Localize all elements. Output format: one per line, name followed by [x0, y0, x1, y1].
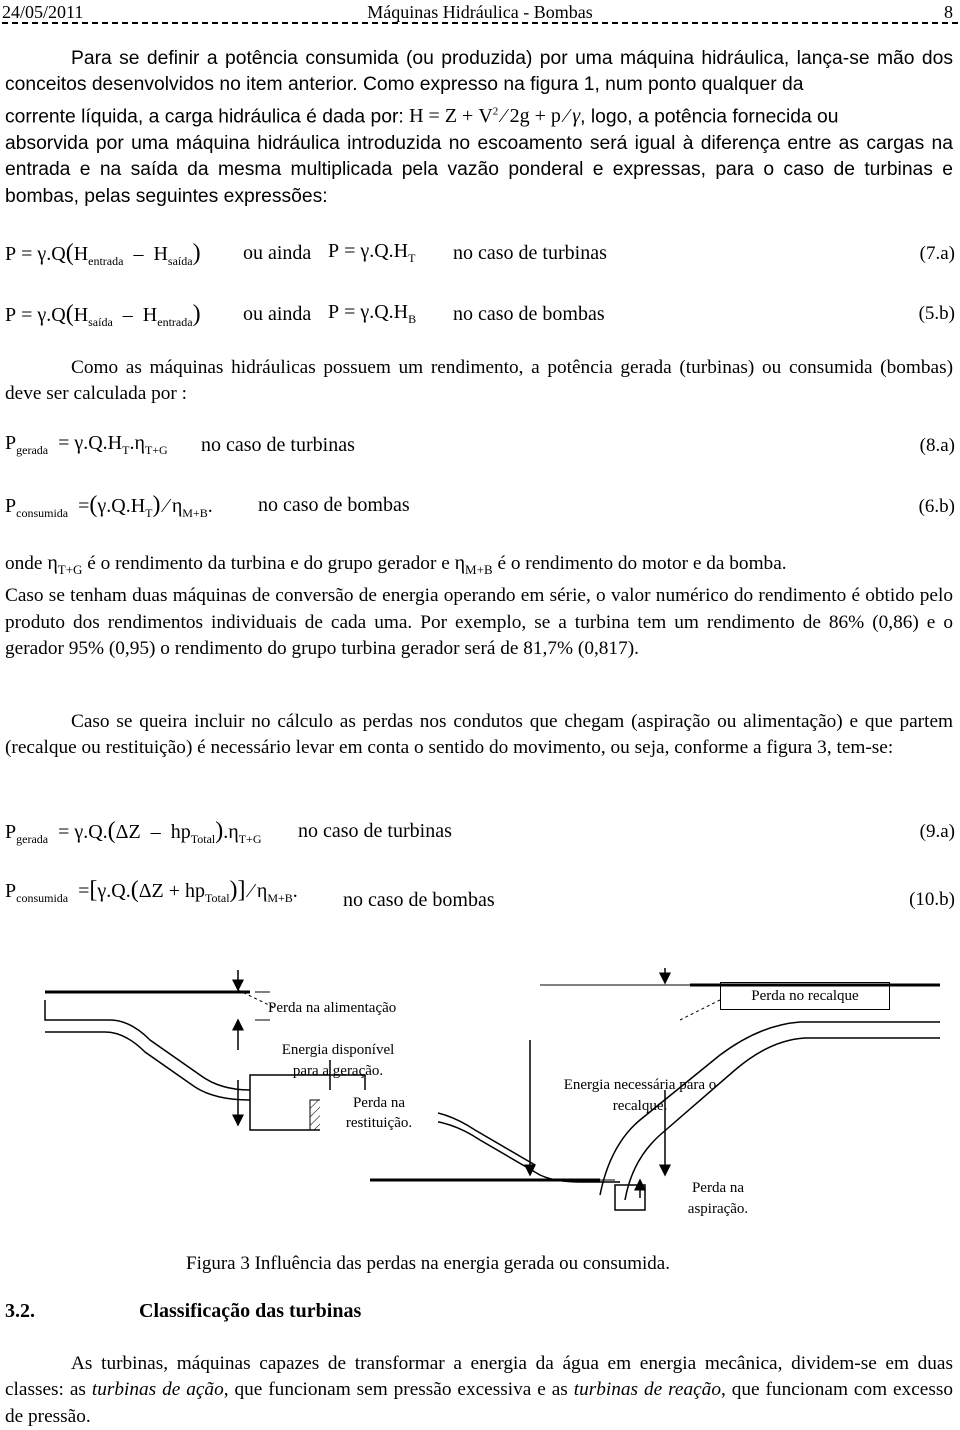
equation-5b: $P = \gamma.Q(H_{saída} - H_{entrada})$	[5, 301, 201, 329]
onde-paragraph	[5, 550, 953, 663]
equation-8a-note: no caso de turbinas	[201, 434, 355, 456]
equation-7a-alt: $P = \gamma.Q.H_T$	[328, 240, 416, 265]
equation-5b-alt: $P = \gamma.Q.H_B$	[328, 301, 417, 326]
perdas-paragraph	[5, 709, 953, 762]
equation-6b: $P_{consumida} =(\gamma.Q.H_T)$ ⁄ $\eta_{M+B}$.	[5, 492, 213, 520]
equation-7a-number: (7.a)	[919, 243, 955, 264]
equation-9a-number: (9.a)	[919, 821, 955, 842]
label-energia-disponivel: Energia disponível para a geração.	[281, 1042, 395, 1079]
upper-reservoir	[45, 1000, 250, 1100]
header-date: 24/05/2011	[2, 2, 84, 22]
onde-rest: Caso se tenham duas máquinas de conversão de energia operando em série, o valor numérico do rendimento é obtido pelo produto dos rendimentos individuais de cada uma. Por exemplo, se a turbina tem um rendimento de 86% (0,86) e o gerador 95% (0,95) o rendimento do grupo turbina gerador será de 81,7% (0,817).	[5, 585, 953, 660]
intro-line1: Para se definir a potência consumida (ou produzida) por uma máquina hidráulica, lança-se mão dos conceitos desenvolvidos no item anterior. Como expresso na figura 1, num ponto qualquer da	[5, 48, 953, 96]
head-formula: $H = Z + V^2$ ⁄ 2g + p ⁄ γ	[409, 105, 581, 128]
equation-10b: $P_{consumida} =[\gamma.Q.(\Delta Z + hp_{Total})]$ ⁄ $\eta_{M+B}$.	[5, 877, 298, 905]
intro-line2-before: corrente líquida, a carga hidráulica é dada por:	[5, 106, 404, 128]
label-perda-alimentacao: Perda na alimentação	[268, 1000, 397, 1016]
eta-mb-symbol: $\eta_{M+B}$	[454, 552, 493, 577]
final-paragraph	[5, 1351, 953, 1430]
equation-9a: $P_{gerada} = \gamma.Q.(\Delta Z - hp_{Total}).\eta_{T+G}$	[5, 818, 262, 846]
rendimento-paragraph	[5, 355, 953, 408]
equation-10b-note: no caso de bombas	[343, 889, 495, 911]
equation-5b-note: no caso de bombas	[453, 303, 605, 325]
equation-6b-note: no caso de bombas	[258, 494, 410, 516]
label-perda-aspiracao: Perda na aspiração.	[687, 1180, 749, 1217]
intro-rest: absorvida por uma máquina hidráulica introduzida no escoamento será igual à diferença entre as cargas na entrada e na saída da mesma multiplicada pela vazão ponderal e expressas, para o caso de turbinas e bombas, pelas seguintes expressões:	[5, 132, 953, 207]
equation-5b-number: (5.b)	[918, 303, 955, 324]
intro-line2-after: , logo, a potência fornecida ou	[580, 106, 839, 128]
equation-8a: $P_{gerada} = \gamma.Q.H_T.\eta_{T+G}$	[5, 432, 168, 457]
equation-6b-number: (6.b)	[918, 496, 955, 517]
equation-8a-number: (8.a)	[919, 435, 955, 456]
onde-text-3: é o rendimento do motor e da bomba.	[497, 553, 787, 574]
equation-7a-note: no caso de turbinas	[453, 242, 607, 264]
onde-text-1: onde	[5, 553, 43, 574]
final-text-a: As turbinas, máquinas capazes de transformar a energia da água em energia mecânica, dividem-se em duas classes: as	[5, 1353, 953, 1401]
header-title: Máquinas Hidráulica - Bombas	[367, 2, 593, 22]
equation-10b-number: (10.b)	[909, 889, 955, 910]
equation-9a-note: no caso de turbinas	[298, 820, 452, 842]
eta-tg-symbol: $\eta_{T+G}$	[47, 552, 83, 577]
onde-text-2: é o rendimento da turbina e do grupo gerador e	[87, 553, 450, 574]
header-page-number: 8	[944, 2, 953, 22]
perdas-text: Caso se queira incluir no cálculo as perdas nos condutos que chegam (aspiração ou alimentação) e que partem (recalque ou restituição) é necessário levar em conta o sentido do movimento, ou seja, conforme a figura 3, tem-se:	[5, 711, 953, 759]
intro-line2	[5, 99, 953, 131]
section-number: 3.2.	[5, 1300, 35, 1322]
equation-5b-or: ou ainda	[243, 303, 312, 325]
figure-caption: Figura 3 Influência das perdas na energia gerada ou consumida.	[186, 1253, 670, 1274]
final-text-reacao: turbinas de reação	[573, 1379, 721, 1401]
header-divider	[2, 22, 958, 26]
final-text-c: , que funcionam sem pressão excessiva e as	[223, 1379, 574, 1401]
label-perda-recalque: Perda no recalque	[720, 982, 890, 1010]
figure-3	[0, 960, 960, 1250]
label-perda-restituicao: Perda na restituição.	[320, 1090, 438, 1136]
intro-paragraph	[5, 46, 953, 210]
rendimento-text: Como as máquinas hidráulicas possuem um rendimento, a potência gerada (turbinas) ou consumida (bombas) deve ser calculada por :	[5, 357, 953, 405]
equation-7a: $P = \gamma.Q(H_{entrada} - H_{saída})$	[5, 240, 201, 268]
section-title: Classificação das turbinas	[139, 1300, 362, 1322]
label-energia-necessaria: Energia necessária para o recalque.	[563, 1077, 717, 1114]
equation-7a-or: ou ainda	[243, 242, 312, 264]
final-text-acao: turbinas de ação	[91, 1379, 224, 1401]
final-text-e: , que funcionam com excesso de pressão.	[5, 1379, 954, 1427]
